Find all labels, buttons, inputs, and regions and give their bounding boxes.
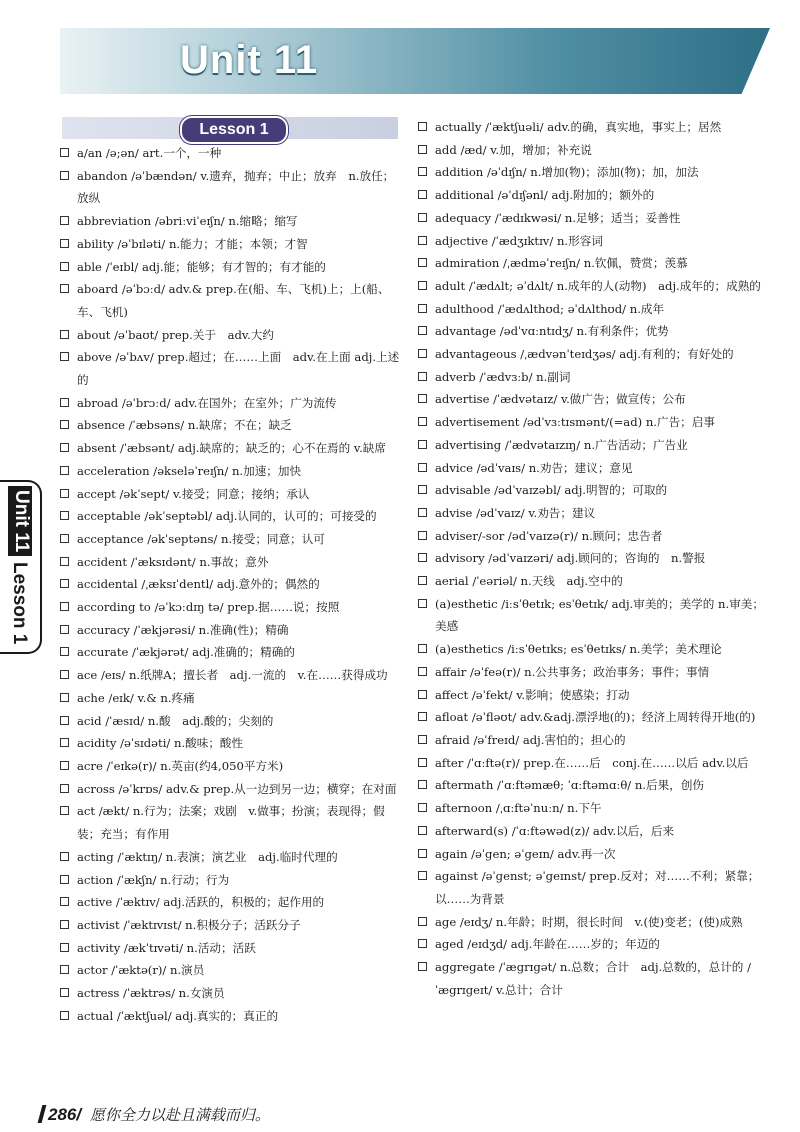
vocab-text: act /ækt/ n.行为；法案；戏剧 v.做事；扮演；表现得；假装；充当；有作用 — [77, 804, 385, 842]
vocab-entry — [60, 755, 400, 778]
vocab-entry — [418, 933, 768, 956]
vocab-entry — [418, 593, 768, 638]
vocab-entry — [60, 505, 400, 528]
vocab-entry — [418, 275, 768, 298]
checkbox-icon[interactable] — [418, 213, 427, 222]
vocab-entry — [418, 139, 768, 162]
checkbox-icon[interactable] — [418, 190, 427, 199]
checkbox-icon[interactable] — [418, 553, 427, 562]
vocab-entry — [60, 278, 400, 323]
vocab-entry — [60, 732, 400, 755]
vocab-entry — [418, 820, 768, 843]
vocab-entry — [60, 619, 400, 642]
checkbox-icon[interactable] — [60, 171, 69, 180]
vocab-text: accident /ˈæksɪdənt/ n.事故；意外 — [77, 554, 269, 569]
vocab-text: aerial /ˈeəriəl/ n.天线 adj.空中的 — [435, 574, 623, 589]
vocab-text: again /əˈgen; əˈgeɪn/ adv.再一次 — [435, 846, 616, 861]
vocab-text: advertisement /ədˈvɜːtɪsmənt/(=ad) n.广告；启事 — [435, 415, 715, 430]
vocab-text: afterward(s) /ˈɑːftəwəd(z)/ adv.以后，后来 — [435, 823, 675, 838]
checkbox-icon[interactable] — [60, 534, 69, 543]
checkbox-icon[interactable] — [418, 576, 427, 585]
checkbox-icon[interactable] — [60, 738, 69, 747]
vocab-text: after /ˈɑːftə(r)/ prep.在……后 conj.在……以后 adv.以后 — [435, 755, 749, 770]
checkbox-icon[interactable] — [418, 417, 427, 426]
checkbox-icon[interactable] — [418, 463, 427, 472]
vocab-entry — [418, 638, 768, 661]
checkbox-icon[interactable] — [60, 625, 69, 634]
vocab-text: accept /əkˈsept/ v.接受；同意；接纳；承认 — [77, 486, 310, 501]
vocab-text: afraid /əˈfreɪd/ adj.害怕的；担心的 — [435, 732, 626, 747]
vocab-entry — [418, 774, 768, 797]
checkbox-icon[interactable] — [60, 239, 69, 248]
vocab-text: advantageous /ˌædvənˈteɪdʒəs/ adj.有利的；有好处的 — [435, 347, 734, 362]
checkbox-icon[interactable] — [418, 735, 427, 744]
vocab-entry — [418, 320, 768, 343]
vocab-text: actor /ˈæktə(r)/ n.演员 — [77, 963, 205, 978]
checkbox-icon[interactable] — [60, 784, 69, 793]
checkbox-icon[interactable] — [60, 647, 69, 656]
vocab-text: actress /ˈæktrəs/ n.女演员 — [77, 986, 225, 1001]
checkbox-icon[interactable] — [418, 826, 427, 835]
checkbox-icon[interactable] — [60, 262, 69, 271]
checkbox-icon[interactable] — [418, 236, 427, 245]
vocab-text: adulthood /ˈædʌlthʊd; əˈdʌlthʊd/ n.成年 — [435, 301, 665, 316]
vocab-entry — [60, 528, 400, 551]
vocab-text: age /eɪdʒ/ n.年龄；时期，很长时间 v.(使)变老；(使)成熟 — [435, 914, 743, 929]
vocab-entry — [418, 479, 768, 502]
vocab-text: affect /əˈfekt/ v.影响；使感染；打动 — [435, 687, 630, 702]
vocab-entry — [418, 547, 768, 570]
vocab-text: ache /eɪk/ v.& n.疼痛 — [77, 690, 195, 705]
vocab-text: aboard /əˈbɔːd/ adv.& prep.在(船、车、飞机)上；上(船、车、飞机) — [77, 282, 390, 319]
vocab-entry — [418, 706, 768, 729]
vocab-entry — [60, 596, 400, 619]
vocab-text: active /ˈæktɪv/ adj.活跃的，积极的；起作用的 — [77, 895, 325, 910]
vocab-entry — [60, 937, 400, 960]
vocab-text: additional /əˈdɪʃənl/ adj.附加的；额外的 — [435, 188, 655, 203]
vocab-text: advice /ədˈvaɪs/ n.劝告；建议；意见 — [435, 460, 633, 475]
vocab-text: addition /əˈdɪʃn/ n.增加(物)；添加(物)；加，加法 — [435, 165, 699, 180]
checkbox-icon[interactable] — [60, 443, 69, 452]
vocab-text: a/an /ə;ən/ art.一个，一种 — [77, 146, 222, 160]
vocab-entry — [60, 437, 400, 460]
vocab-entry — [60, 483, 400, 506]
checkbox-icon[interactable] — [60, 511, 69, 520]
vocab-entry — [418, 161, 768, 184]
vocab-text: activist /ˈæktɪvɪst/ n.积极分子；活跃分子 — [77, 917, 301, 932]
checkbox-icon[interactable] — [418, 485, 427, 494]
unit-title: Unit 11 — [180, 38, 319, 82]
side-tab-unit: Unit 11 — [8, 486, 32, 556]
checkbox-icon[interactable] — [60, 693, 69, 702]
vocab-entry — [418, 911, 768, 934]
checkbox-icon[interactable] — [60, 420, 69, 429]
checkbox-icon[interactable] — [418, 145, 427, 154]
checkbox-icon[interactable] — [418, 122, 427, 131]
vocab-entry — [418, 298, 768, 321]
vocab-text: add /æd/ v.加，增加；补充说 — [435, 142, 592, 157]
checkbox-icon[interactable] — [418, 780, 427, 789]
checkbox-icon[interactable] — [60, 284, 69, 293]
vocab-text: adequacy /ˈædɪkwəsi/ n.足够；适当；妥善性 — [435, 210, 681, 225]
vocab-text: abroad /əˈbrɔːd/ adv.在国外；在室外；广为流传 — [77, 395, 337, 410]
vocab-entry — [60, 165, 400, 210]
vocab-text: adjective /ˈædʒɪktɪv/ n.形容词 — [435, 233, 603, 248]
vocab-entry — [60, 392, 400, 415]
checkbox-icon[interactable] — [418, 508, 427, 517]
checkbox-icon[interactable] — [60, 670, 69, 679]
vocab-text: adult /ˈædʌlt; əˈdʌlt/ n.成年的人(动物) adj.成年的；成熟的 — [435, 278, 761, 293]
vocab-text: advertise /ˈædvətaɪz/ v.做广告；做宣传；公布 — [435, 392, 686, 407]
vocab-entry — [60, 778, 400, 801]
vocab-entry — [60, 800, 400, 845]
vocab-entry — [60, 641, 400, 664]
vocab-text: advantage /ədˈvɑːntɪdʒ/ n.有利条件；优势 — [435, 324, 669, 339]
vocab-entry — [418, 411, 768, 434]
vocab-text: abandon /əˈbændən/ v.遗弃，抛弃；中止；放弃 n.放任；放纵 — [77, 168, 395, 206]
vocab-entry — [60, 346, 400, 391]
checkbox-icon[interactable] — [418, 871, 427, 880]
checkbox-icon[interactable] — [60, 965, 69, 974]
vocab-entry — [418, 684, 768, 707]
checkbox-icon[interactable] — [418, 758, 427, 767]
vocab-text: (a)esthetics /iːsˈθetɪks; esˈθetɪks/ n.美学；美术理论 — [435, 642, 722, 657]
vocab-entry — [418, 729, 768, 752]
vocab-entry — [60, 324, 400, 347]
vocab-text: advise /ədˈvaɪz/ v.劝告；建议 — [435, 505, 596, 520]
vocab-text: able /ˈeɪbl/ adj.能；能够；有才智的；有才能的 — [77, 259, 326, 274]
checkbox-icon[interactable] — [418, 917, 427, 926]
vocab-text: (a)esthetic /iːsˈθetɪk; esˈθetɪk/ adj.审美的；美学的 n.审美；美感 — [435, 596, 764, 634]
vocab-entry — [418, 434, 768, 457]
vocab-text: accidental /ˌæksɪˈdentl/ adj.意外的；偶然的 — [77, 577, 320, 592]
checkbox-icon[interactable] — [60, 920, 69, 929]
vocab-text: acid /ˈæsɪd/ n.酸 adj.酸的；尖刻的 — [77, 713, 274, 728]
checkbox-icon[interactable] — [418, 644, 427, 653]
vocab-text: afternoon /ˌɑːftəˈnuːn/ n.下午 — [435, 801, 602, 816]
checkbox-icon[interactable] — [60, 761, 69, 770]
checkbox-icon[interactable] — [418, 849, 427, 858]
checkbox-icon[interactable] — [418, 599, 427, 608]
vocab-text: ability /əˈbɪləti/ n.能力；才能；本领；才智 — [77, 236, 308, 251]
checkbox-icon[interactable] — [418, 962, 427, 971]
vocab-text: above /əˈbʌv/ prep.超过；在……上面 adv.在上面 adj.上述的 — [77, 350, 400, 388]
vocab-entry — [418, 457, 768, 480]
checkbox-icon[interactable] — [418, 326, 427, 335]
checkbox-icon[interactable] — [418, 531, 427, 540]
checkbox-icon[interactable] — [418, 712, 427, 721]
checkbox-icon[interactable] — [60, 579, 69, 588]
checkbox-icon[interactable] — [60, 466, 69, 475]
vocab-entry — [60, 687, 400, 710]
footer-bar — [38, 1105, 47, 1123]
vocab-entry — [418, 388, 768, 411]
vocab-entry — [60, 664, 400, 687]
vocab-text: acceptance /əkˈseptəns/ n.接受；同意；认可 — [77, 531, 325, 546]
side-tab-lesson: Lesson 1 — [9, 562, 30, 645]
checkbox-icon[interactable] — [60, 602, 69, 611]
vocab-entry — [418, 843, 768, 866]
vocab-entry — [60, 959, 400, 982]
checkbox-icon[interactable] — [418, 394, 427, 403]
vocab-entry — [60, 210, 400, 233]
vocab-entry — [60, 982, 400, 1005]
left-column — [60, 142, 400, 1027]
vocab-entry — [418, 252, 768, 275]
checkbox-icon[interactable] — [60, 943, 69, 952]
vocab-text: admiration /ˌædməˈreɪʃn/ n.钦佩，赞赏；羡慕 — [435, 256, 688, 271]
vocab-text: against /əˈgenst; əˈgeɪnst/ prep.反对；对……不利；紧靠；以……为背景 — [435, 869, 760, 906]
vocab-entry — [418, 570, 768, 593]
vocab-text: activity /ækˈtɪvəti/ n.活动；活跃 — [77, 940, 256, 955]
vocab-entry — [60, 414, 400, 437]
vocab-entry — [418, 366, 768, 389]
vocab-entry — [418, 230, 768, 253]
vocab-entry — [418, 116, 768, 139]
vocab-text: accurate /ˈækjərət/ adj.准确的；精确的 — [77, 645, 295, 660]
vocab-text: actual /ˈæktʃuəl/ adj.真实的；真正的 — [77, 1008, 279, 1023]
vocab-entry — [60, 1005, 400, 1028]
vocab-entry — [418, 752, 768, 775]
checkbox-icon[interactable] — [60, 716, 69, 725]
vocab-text: aftermath /ˈɑːftəmæθ; ˈɑːftəmɑːθ/ n.后果，创伤 — [435, 778, 705, 793]
vocab-entry — [60, 891, 400, 914]
vocab-text: acidity /əˈsɪdəti/ n.酸味；酸性 — [77, 736, 244, 751]
vocab-entry — [60, 869, 400, 892]
vocab-entry — [418, 797, 768, 820]
lesson-title: Lesson 1 — [180, 116, 288, 144]
page-footer: 286/ 愿你全力以赴且满载而归。 — [40, 1104, 270, 1125]
vocab-entry — [418, 184, 768, 207]
checkbox-icon[interactable] — [60, 330, 69, 339]
checkbox-icon[interactable] — [60, 988, 69, 997]
checkbox-icon[interactable] — [418, 372, 427, 381]
checkbox-icon[interactable] — [60, 806, 69, 815]
checkbox-icon[interactable] — [60, 398, 69, 407]
vocab-entry — [60, 142, 400, 165]
checkbox-icon[interactable] — [418, 304, 427, 313]
checkbox-icon[interactable] — [60, 852, 69, 861]
vocab-text: aged /eɪdʒd/ adj.年龄在……岁的；年迈的 — [435, 937, 660, 952]
checkbox-icon[interactable] — [60, 216, 69, 225]
vocab-entry — [60, 710, 400, 733]
vocab-entry — [418, 502, 768, 525]
vocab-text: absence /ˈæbsəns/ n.缺席；不在；缺乏 — [77, 418, 292, 433]
vocab-text: acre /ˈeɪkə(r)/ n.英亩(约4,050平方米) — [77, 758, 284, 773]
side-tab — [0, 480, 42, 654]
vocab-entry — [60, 551, 400, 574]
vocab-text: about /əˈbaʊt/ prep.关于 adv.大约 — [77, 327, 274, 342]
vocab-text: abbreviation /əbriːviˈeɪʃn/ n.缩略；缩写 — [77, 214, 298, 229]
vocab-text: action /ˈækʃn/ n.行动；行为 — [77, 872, 230, 887]
vocab-text: adverb /ˈædvɜːb/ n.副词 — [435, 369, 571, 384]
checkbox-icon[interactable] — [418, 281, 427, 290]
vocab-text: absent /ˈæbsənt/ adj.缺席的；缺乏的；心不在焉的 v.缺席 — [77, 441, 386, 456]
vocab-entry — [60, 256, 400, 279]
checkbox-icon[interactable] — [418, 167, 427, 176]
vocab-text: according to /əˈkɔːdɪŋ tə/ prep.据……说；按照 — [77, 600, 340, 615]
vocab-entry — [418, 343, 768, 366]
checkbox-icon[interactable] — [60, 148, 69, 157]
vocab-text: affair /əˈfeə(r)/ n.公共事务；政治事务；事件；事情 — [435, 664, 710, 679]
checkbox-icon[interactable] — [418, 803, 427, 812]
vocab-entry — [418, 956, 768, 1001]
vocab-text: acceleration /əkseləˈreɪʃn/ n.加速；加快 — [77, 463, 302, 478]
checkbox-icon[interactable] — [60, 352, 69, 361]
vocab-text: ace /eɪs/ n.纸牌A；擅长者 adj.一流的 v.在……获得成功 — [77, 668, 388, 683]
page-number: 286 — [48, 1105, 77, 1124]
vocab-text: afloat /əˈfləʊt/ adv.&adj.漂浮地(的)；经济上周转得开地(的) — [435, 710, 756, 725]
checkbox-icon[interactable] — [60, 897, 69, 906]
checkbox-icon[interactable] — [60, 875, 69, 884]
vocab-text: acceptable /əkˈseptəbl/ adj.认同的，认可的；可接受的 — [77, 509, 377, 524]
checkbox-icon[interactable] — [418, 258, 427, 267]
vocab-text: actually /ˈæktʃuəli/ adv.的确，真实地，事实上；居然 — [435, 120, 722, 134]
checkbox-icon[interactable] — [418, 349, 427, 358]
vocab-entry — [418, 525, 768, 548]
unit-banner — [60, 28, 770, 94]
vocab-text: advisable /ədˈvaɪzəbl/ adj.明智的；可取的 — [435, 483, 668, 498]
vocab-text: accuracy /ˈækjərəsi/ n.准确(性)；精确 — [77, 622, 289, 637]
checkbox-icon[interactable] — [60, 489, 69, 498]
checkbox-icon[interactable] — [418, 440, 427, 449]
checkbox-icon[interactable] — [418, 939, 427, 948]
checkbox-icon[interactable] — [60, 1011, 69, 1020]
vocab-entry — [60, 914, 400, 937]
right-column — [418, 116, 768, 1001]
checkbox-icon[interactable] — [418, 667, 427, 676]
vocab-entry — [418, 865, 768, 910]
vocab-text: acting /ˈæktɪŋ/ n.表演；演艺业 adj.临时代理的 — [77, 849, 338, 864]
vocab-entry — [60, 460, 400, 483]
checkbox-icon[interactable] — [418, 690, 427, 699]
vocab-entry — [418, 207, 768, 230]
vocab-text: advertising /ˈædvətaɪzɪŋ/ n.广告活动；广告业 — [435, 437, 688, 452]
checkbox-icon[interactable] — [60, 557, 69, 566]
vocab-entry — [60, 573, 400, 596]
vocab-text: aggregate /ˈægrɪgət/ n.总数；合计 adj.总数的，总计的 /ˈægrɪgeɪt/ v.总计；合计 — [435, 960, 751, 997]
page-motto: 愿你全力以赴且满载而归。 — [89, 1106, 270, 1124]
vocab-entry — [418, 661, 768, 684]
vocab-entry — [60, 846, 400, 869]
vocab-text: advisory /ədˈvaɪzəri/ adj.顾问的；咨询的 n.警报 — [435, 551, 706, 566]
vocab-text: across /əˈkrɒs/ adv.& prep.从一边到另一边；横穿；在对面 — [77, 781, 397, 796]
vocab-text: adviser/-sor /ədˈvaɪzə(r)/ n.顾问；忠告者 — [435, 528, 663, 543]
vocab-entry — [60, 233, 400, 256]
